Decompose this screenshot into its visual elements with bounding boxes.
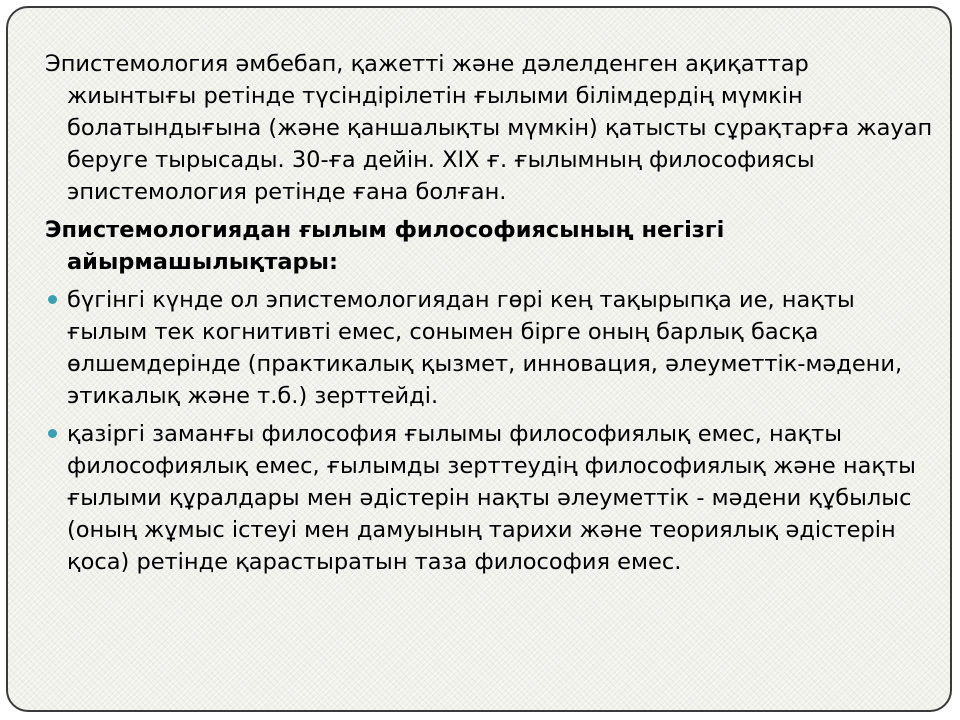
- bullet-item: [45, 418, 935, 578]
- paragraph-epistemology-definition: Эпистемология әмбебап, қажетті және дәлелденген ақиқаттар жиынтығы ретінде түсіндірілетін ғылыми білімдердің мүмкін болатындығына (және қаншалықты мүмкін) қатысты сұрақтарға жауап беруге тырысады. 30-ға дейін. XIX ғ. ғылымның философиясы эпистемология ретінде ғана болған.: [45, 51, 933, 205]
- bullet-item: [45, 284, 935, 412]
- slide-content: [45, 48, 935, 584]
- bullet-item-text: қазіргі заманғы философия ғылымы философиялық емес, нақты философиялық емес, ғылымды зерттеудің философиялық және нақты ғылыми құралдары мен әдістерін нақты әлеуметтік - мәдени құбылыс (оның жұмыс істеуі мен дамуының тарихи және теориялық әдістерін қоса) ретінде қарастыратын таза философия емес.: [67, 421, 916, 575]
- bullet-dot-icon: [48, 295, 57, 304]
- paragraph-differences-heading: Эпистемологиядан ғылым философиясының негізгі айырмашылықтары:: [45, 217, 725, 275]
- bullet-dot-icon: [48, 429, 57, 438]
- bullet-item-text: бүгінгі күнде ол эпистемологиядан гөрі кең тақырыпқа ие, нақты ғылым тек когнитивті емес, сонымен бірге оның барлық басқа өлшемдерінде (практикалық қызмет, инновация, әлеуметтік-мәдени, этикалық және т.б.) зерттейді.: [67, 287, 903, 409]
- slide-frame: [6, 6, 952, 712]
